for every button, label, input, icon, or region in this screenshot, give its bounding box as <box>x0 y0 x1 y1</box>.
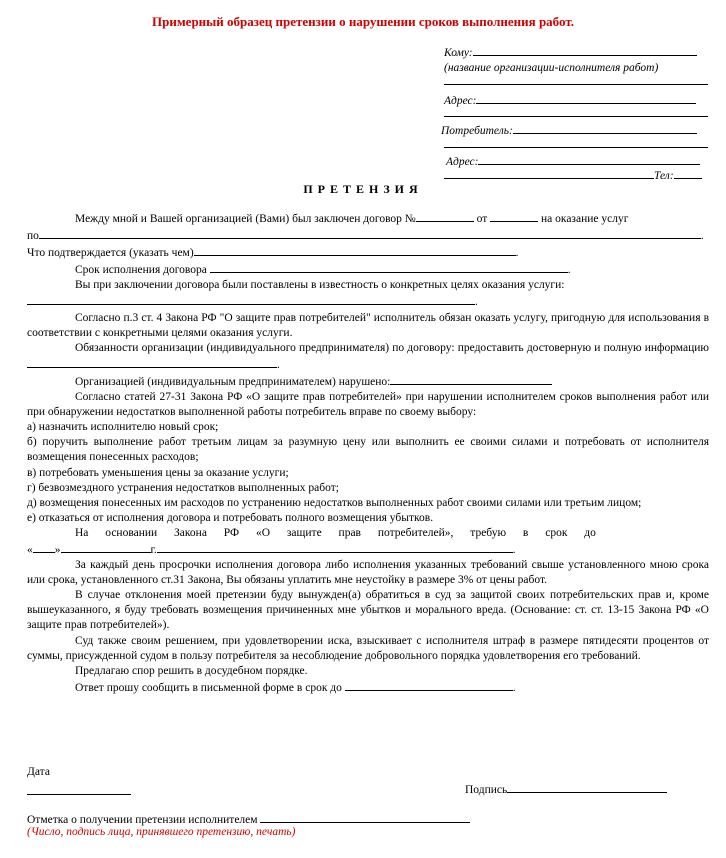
year-suffix: г. <box>150 543 157 556</box>
contract-service-label: на оказание услуг <box>541 213 629 225</box>
claim-heading: ПРЕТЕНЗИЯ <box>303 182 423 196</box>
date-label: Дата <box>27 766 50 778</box>
address-label: Адрес: <box>444 95 477 107</box>
consumer-line <box>441 122 697 137</box>
month-blank <box>61 541 151 553</box>
date-quote-open: « <box>27 543 33 556</box>
paragraph-pretrial: Предлагаю спор решить в досудебном порядке. <box>75 664 308 677</box>
term-blank <box>210 261 568 273</box>
address-extra-line <box>444 105 708 120</box>
paragraph-purpose: Вы при заключении договора были поставлены в известность о конкретных целях оказания услуги: <box>75 279 565 292</box>
list-item-b: б) поручить выполнение работ третьим лицам за разумную цену или выполнить ее своими силами и потребовать от исполнителя возмещения понесенных расходов; <box>27 436 709 464</box>
signature-blank <box>507 781 667 793</box>
claim-body <box>27 210 709 696</box>
obligations-blank <box>27 356 277 368</box>
tel-blank <box>674 167 702 179</box>
date-line <box>27 783 131 798</box>
paragraph-contract-subject: по . <box>27 227 709 244</box>
consumer-extra-line <box>444 136 708 151</box>
receipt-line <box>27 811 470 826</box>
violation-blank <box>390 373 552 385</box>
paragraph-court: В случае отклонения моей претензии буду вынужден(а) обратиться в суд за защитой своих потребительских прав и, кроме вышеуказанного, я буду требовать возмещения причиненных мне убытков и морального вреда. (Основание: ст. ст. 13-15 Закона РФ «О защите прав потребителей»). <box>27 589 709 632</box>
list-item-e: д) возмещения понесенных им расходов по устранению недостатков выполненных работ своими силами или третьим лицом; <box>27 496 642 509</box>
violation-text: Организацией (индивидуальным предпринимателем) нарушено: <box>75 375 391 388</box>
paragraph-demand-date: « » г. . <box>27 541 709 558</box>
address-blank <box>476 92 696 104</box>
paragraph-penalty: За каждый день просрочки исполнения договора либо исполнения указанных требований свыше установленного мною срока или срока, установленного ст.31 Закона, Вы обязаны уплатить мне неустойку в размере 3% от цены работ. <box>27 559 709 587</box>
confirmation-text: Что подтверждается (указать чем) <box>27 247 194 260</box>
purpose-blank <box>27 293 475 305</box>
date-blank <box>27 783 131 795</box>
contract-date-label: от <box>476 213 488 225</box>
consumer-address-label: Адрес: <box>446 156 479 168</box>
paragraph-fine: Суд также своим решением, при удовлетворении иска, взыскивает с исполнителя штраф в размере пятидесяти процентов от суммы, присужденной судом в пользу потребителя за несоблюдение добровольного порядка удовлетворения его требований. <box>27 634 709 662</box>
paragraph-obligations: Обязанности организации (индивидуального предпринимателя) по договору: предоставить достоверную и полную информацию . <box>27 341 709 373</box>
tel-line <box>444 167 702 182</box>
tel-label: Тел: <box>654 170 674 182</box>
receipt-blank <box>260 811 470 823</box>
paragraph-term: Срок исполнения договора . <box>27 261 709 278</box>
signature-label: Подпись <box>465 784 508 796</box>
consumer-label: Потребитель: <box>441 125 513 137</box>
term-text: Срок исполнения договора <box>75 264 207 277</box>
list-item-f: е) отказаться от исполнения договора и потребовать полного возмещения убытков. <box>27 511 434 524</box>
consumer-blank <box>513 122 697 134</box>
paragraph-confirmation: Что подтверждается (указать чем) . <box>27 244 709 261</box>
consumer-extra-blank <box>444 136 708 148</box>
to-label: Кому: <box>444 47 473 59</box>
contract-number-blank <box>416 210 474 222</box>
paragraph-violation <box>27 373 709 390</box>
obligations-text: Обязанности организации (индивидуального предпринимателя) по договору: предоставить достоверную и полную информацию <box>75 341 709 354</box>
consumer-address-line <box>446 153 700 168</box>
paragraph-answer: Ответ прошу сообщить в письменной форме в срок до . <box>27 679 709 696</box>
paragraph-demand-deadline: На основании Закона РФ «О защите прав потребителей», требую в срок до <box>75 526 596 539</box>
address-extra-blank <box>444 105 708 117</box>
paragraph-law-27-31: Согласно статей 27-31 Закона РФ «О защите прав потребителей» при нарушении исполнителем сроков выполнения работ или при обнаружении недостатков выполненной работы потребитель вправе по своему выбору: <box>27 391 709 419</box>
contract-text: Между мной и Вашей организацией (Вами) был заключен договор № <box>75 213 416 225</box>
answer-blank <box>345 679 513 691</box>
contract-date-blank <box>490 210 538 222</box>
document-title: Примерный образец претензии о нарушении сроков выполнения работ. <box>151 14 574 29</box>
paragraph-contract <box>27 210 709 227</box>
paragraph-purpose-blank: . <box>27 293 709 310</box>
demand-blank <box>157 541 513 553</box>
consumer-address-blank <box>478 153 700 165</box>
to-extra-blank <box>444 73 708 85</box>
receipt-hint: (Число, подпись лица, принявшего претензию, печать) <box>27 826 296 838</box>
list-item-a: а) назначить исполнителю новый срок; <box>27 421 219 434</box>
date-quote-close: » <box>54 543 61 556</box>
tel-pre-blank <box>444 167 654 179</box>
to-blank <box>473 44 697 56</box>
list-item-c: в) потребовать уменьшения цены за оказание услуги; <box>27 466 289 479</box>
to-extra-line <box>444 73 708 88</box>
answer-text: Ответ прошу сообщить в письменной форме в срок до <box>75 681 342 694</box>
receipt-label: Отметка о получении претензии исполнителем <box>27 814 258 826</box>
day-blank <box>33 541 55 553</box>
contract-subject-label: по <box>27 230 39 243</box>
list-item-d: г) безвозмездного устранения недостатков выполненных работ; <box>27 481 339 494</box>
confirmation-blank <box>194 244 516 256</box>
signature-line <box>465 781 667 796</box>
paragraph-law-art4: Согласно п.3 ст. 4 Закона РФ "О защите прав потребителей" исполнитель обязан оказать услугу, пригодную для использования в соответствии с конкретными целями оказания услуги. <box>27 311 709 339</box>
contract-subject-blank <box>39 227 701 239</box>
to-line <box>444 44 697 59</box>
to-hint: (название организации-исполнителя работ) <box>444 62 659 74</box>
